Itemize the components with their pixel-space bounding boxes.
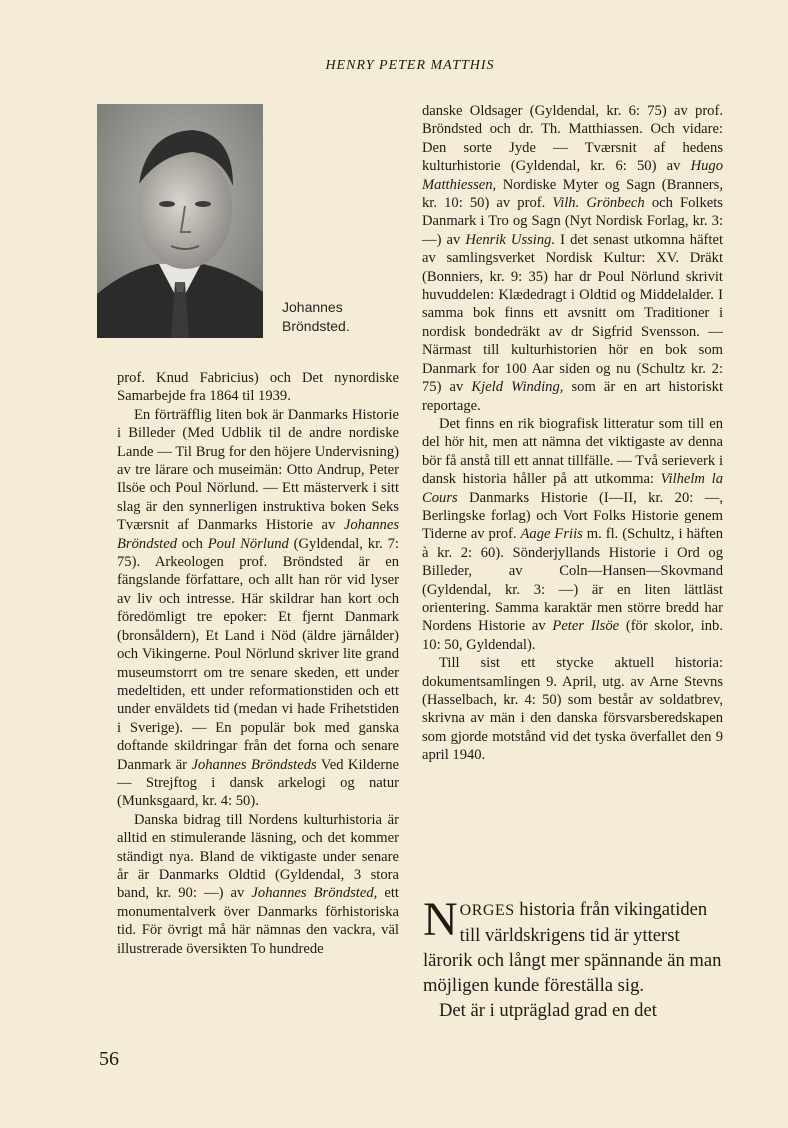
page-number: 56	[99, 1048, 119, 1070]
paragraph: En förträfflig liten bok är Danmarks Historie i Billeder (Med Udblik til de andre nordiske Lande — Til Brug for den höjere Undervisning) av tre lärare och museimän: Otto Andrup, Peter Ilsöe och Poul Nörlund. — Ett mästerverk i sitt slag är den synnerligen instruktiva boken Seks Tværsnit af Danmarks Historie av Johannes Bröndsted och Poul Nörlund (Gyldendal, kr. 7: 75). Arkeologen prof. Bröndsted är en fängslande författare, och allt han rör vid lyser av liv och intresse. Här skildrar han kort och föredömligt tre epoker: Et fjernt Danmark (bronsåldern), Et Land i Nöd (äldre järnålder) och Vikingerne. Poul Nörlund skriver lite grand museumstorrt om tre senare skeden, ett under medeltiden, ett under reformationstiden och ett under enväldets tid (medan vi hade Frihetstiden i Sverige). — En populär bok med ganska doftande skildringar från det forna och senare Danmark är Johannes Bröndsteds Ved Kilderne — Strejftog i dansk arkelogi og natur (Munksgaard, kr. 4: 50).	[117, 406, 399, 810]
right-column	[422, 102, 723, 765]
paragraph: Danska bidrag till Nordens kulturhistoria är alltid en stimulerande läsning, och det kommer ständigt nya. Bland de viktigaste under senare år är Danmarks Oldtid (Gyldendal, 3 stora band, kr. 90: —) av Johannes Bröndsted, ett monumentalverk över Danmarks förhistoriska tid. För övrigt må här nämnas den vackra, väl illustrerade översikten To hundrede	[117, 811, 399, 957]
paragraph: Det är i utpräglad grad en det	[439, 1000, 657, 1021]
caption-line: Johannes	[282, 299, 343, 315]
left-column	[117, 369, 399, 958]
running-head: HENRY PETER MATTHIS	[325, 58, 495, 73]
paragraph: NORGES historia från vikingatiden till världskrigens tid är ytterst lärorik och långt mer spännande än man möjligen kunde föreställa sig.	[423, 893, 722, 996]
paragraph: danske Oldsager (Gyldendal, kr. 6: 75) av prof. Bröndsted och dr. Th. Matthiassen. Och vidare: Den sorte Jyde — Tværsnit af hedens kulturhistorie (Gyldendal, kr. 6: 50) av Hugo Matthiessen, Nordiske Myter og Sagn (Branners, kr. 10: 50) av prof. Vilh. Grönbech och Folkets Danmark i Tro og Sagn (Nyt Nordisk Forlag, kr. 3: —) av Henrik Ussing. I det senast utkomna häftet av samlingsverket Nordisk Kultur: XV. Dräkt (Bonniers, kr. 9: 35) har dr Poul Nörlund skrivit huvuddelen: Klædedragt i Oldtid og Middelalder. I samma bok finns ett avsnitt om Traditioner i nordisk bondedräkt av dr Sigfrid Svensson. — Närmast till kulturhistorien hör en bok som Danmark for 100 Aar siden og nu (Schultz kr. 2: 75) av Kjeld Winding, som är en art historiskt reportage.	[422, 103, 723, 414]
drop-cap: N	[423, 893, 458, 946]
paragraph: Det finns en rik biografisk litteratur som till en del hör hit, men att nämna det viktigaste av denna bör få anstå till ett annat tillfälle. — Två serieverk i dansk historia håller på att utkomma: Vilhelm la Cours Danmarks Historie (I—II, kr. 20: —, Berlingske forlag) och Vort Folks Historie genem Tiderne av prof. Aage Friis m. fl. (Schultz, i häften à kr. 2: 60). Sönderjyllands Historie i Ord og Billeder, av Coln—Hansen—Skovmand (Gyldendal, kr. 3: —) är en liten lättläst orientering. Samma karaktär men större bredd har Nordens Historie av Peter Ilsöe (för skolor, inb. 10: 50, Gyldendal).	[422, 415, 723, 653]
portrait-photo	[97, 104, 263, 338]
caption-line: Bröndsted.	[282, 318, 350, 334]
paragraph: Till sist ett stycke aktuell historia: dokumentsamlingen 9. April, utg. av Arne Stevns (Hasselbach, kr. 4: 50) som består av soldatbrev, skrivna av män i den danska försvarsberedskapen som gjorde motstånd vid det tyska överfallet den 9 april 1940.	[422, 655, 723, 764]
section-opening	[423, 893, 723, 1023]
photo-caption	[282, 298, 392, 336]
paragraph: prof. Knud Fabricius) och Det nynordiske Samarbejde fra 1864 til 1939.	[117, 370, 399, 405]
